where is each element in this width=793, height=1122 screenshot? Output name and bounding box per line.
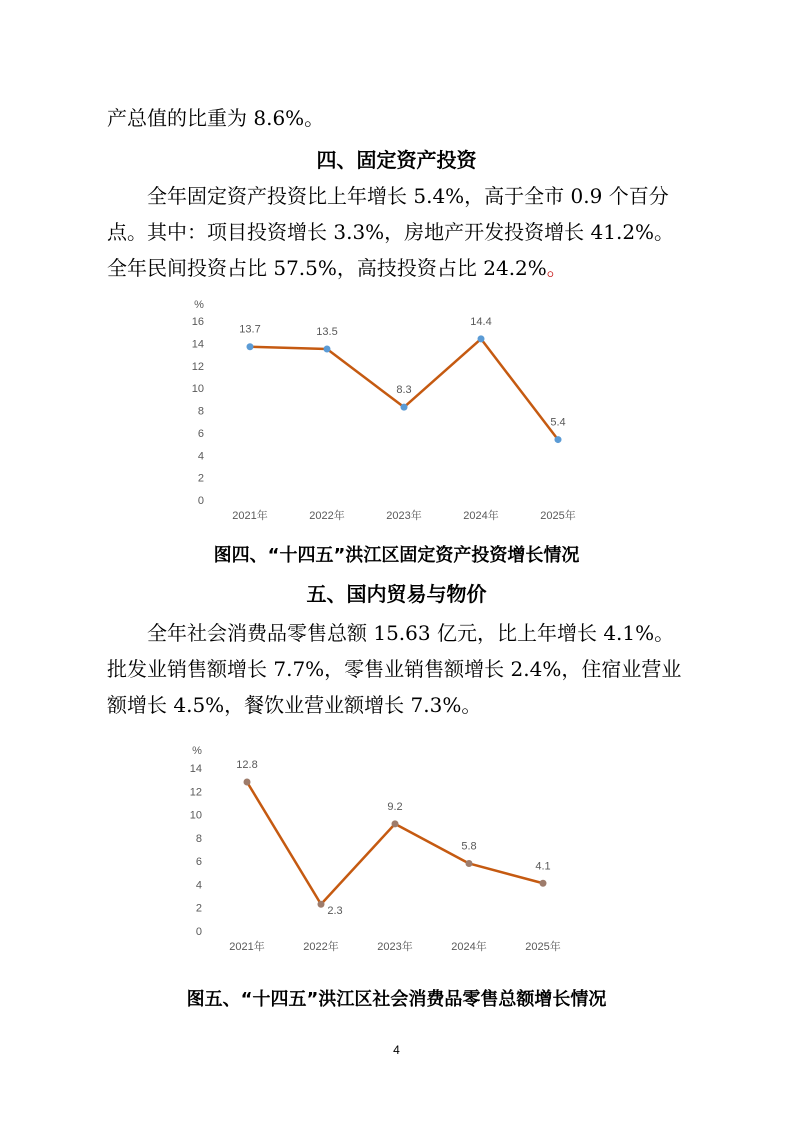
chart5-x-tick-label: 2023年 (377, 941, 413, 953)
chart5-y-axis-unit: % (192, 745, 202, 757)
chart5-y-tick-label: 0 (195, 926, 202, 938)
page-number: 4 (393, 1043, 400, 1057)
chart4-y-tick-label: 14 (191, 338, 204, 351)
chart5-group (190, 745, 561, 953)
chart4-y-tick-label: 16 (191, 316, 204, 328)
chart5-y-tick-label: 14 (189, 763, 202, 775)
chart5-data-point (318, 901, 325, 908)
chart5-data-label: 5.8 (461, 840, 477, 853)
chart4-y-tick-label: 4 (197, 450, 204, 463)
chart4-data-point (555, 436, 562, 443)
chart5-x-tick-label: 2025年 (525, 941, 561, 953)
chart5-y-tick-label: 8 (195, 832, 202, 845)
chart4-y-tick-label: 2 (197, 472, 204, 485)
chart5-data-point (244, 778, 251, 785)
chart5-y-tick-label: 6 (195, 856, 202, 869)
paragraph-gdp-share: 产总值的比重为 8.6%。 (107, 106, 325, 130)
chart5-y-tick-label: 4 (195, 879, 202, 892)
chart4-data-point (324, 345, 331, 352)
chart4-x-tick-label: 2023年 (386, 510, 422, 522)
chart4-y-axis-unit: % (194, 299, 204, 311)
chart5-data-label: 2.3 (327, 905, 343, 918)
chart4-x-tick-label: 2025年 (540, 510, 576, 522)
chart4-data-label: 5.4 (550, 416, 566, 429)
chart4-data-label: 13.5 (316, 325, 338, 338)
chart5-x-tick-label: 2021年 (229, 941, 265, 953)
chart5-data-label: 9.2 (387, 800, 403, 813)
chart4-y-tick-label: 12 (191, 360, 204, 373)
heading-domestic-trade: 五、国内贸易与物价 (306, 582, 487, 606)
chart5-y-tick-label: 2 (195, 902, 202, 915)
chart4-y-tick-label: 10 (191, 383, 204, 396)
chart4-y-tick-label: 8 (197, 405, 204, 418)
chart5-y-tick-label: 10 (189, 809, 202, 822)
chart4-data-label: 14.4 (470, 315, 492, 328)
chart4-data-label: 13.7 (239, 323, 261, 336)
chart5-data-point (466, 860, 473, 867)
chart4-x-tick-label: 2022年 (309, 510, 345, 522)
chart4-group (192, 299, 576, 522)
chart5-y-tick-label: 12 (189, 786, 202, 799)
heading-fixed-asset-investment: 四、固定资产投资 (316, 148, 477, 172)
chart5-data-label: 4.1 (535, 860, 551, 873)
chart4-y-tick-label: 0 (197, 495, 204, 507)
chart4-data-point (401, 404, 408, 411)
figure-5-caption: 图五、“十四五”洪江区社会消费品零售总额增长情况 (186, 989, 607, 1010)
figure-4-caption: 图四、“十四五”洪江区固定资产投资增长情况 (213, 545, 580, 566)
chart4-data-point (247, 343, 254, 350)
chart4-x-tick-label: 2024年 (463, 510, 499, 522)
chart5-data-point (540, 880, 547, 887)
chart5-data-point (392, 820, 399, 827)
paragraph-fixed-asset-text: 全年固定资产投资比上年增长 5.4%，高于全市 0.9 个百分点。其中：项目投资增长 3.3%，房地产开发投资增长 41.2%。全年民间投资占比 57.5%，高技投资占比 24.2% (107, 184, 675, 280)
chart4-x-tick-label: 2021年 (232, 510, 268, 522)
chart5-x-tick-label: 2024年 (451, 941, 487, 953)
paragraph-retail-sales: 全年社会消费品零售总额 15.63 亿元，比上年增长 4.1%。批发业销售额增长 7.7%，零售业销售额增长 2.4%，住宿业营业额增长 4.5%，餐饮业营业额增长 7.3%。 (107, 621, 682, 717)
chart4-data-label: 8.3 (396, 384, 412, 397)
chart5-x-tick-label: 2022年 (303, 941, 339, 953)
chart4-y-tick-label: 6 (197, 427, 204, 440)
paragraph-fixed-asset-end-mark: 。 (546, 256, 567, 280)
chart4-data-point (478, 335, 485, 342)
chart5-data-label: 12.8 (236, 758, 258, 771)
